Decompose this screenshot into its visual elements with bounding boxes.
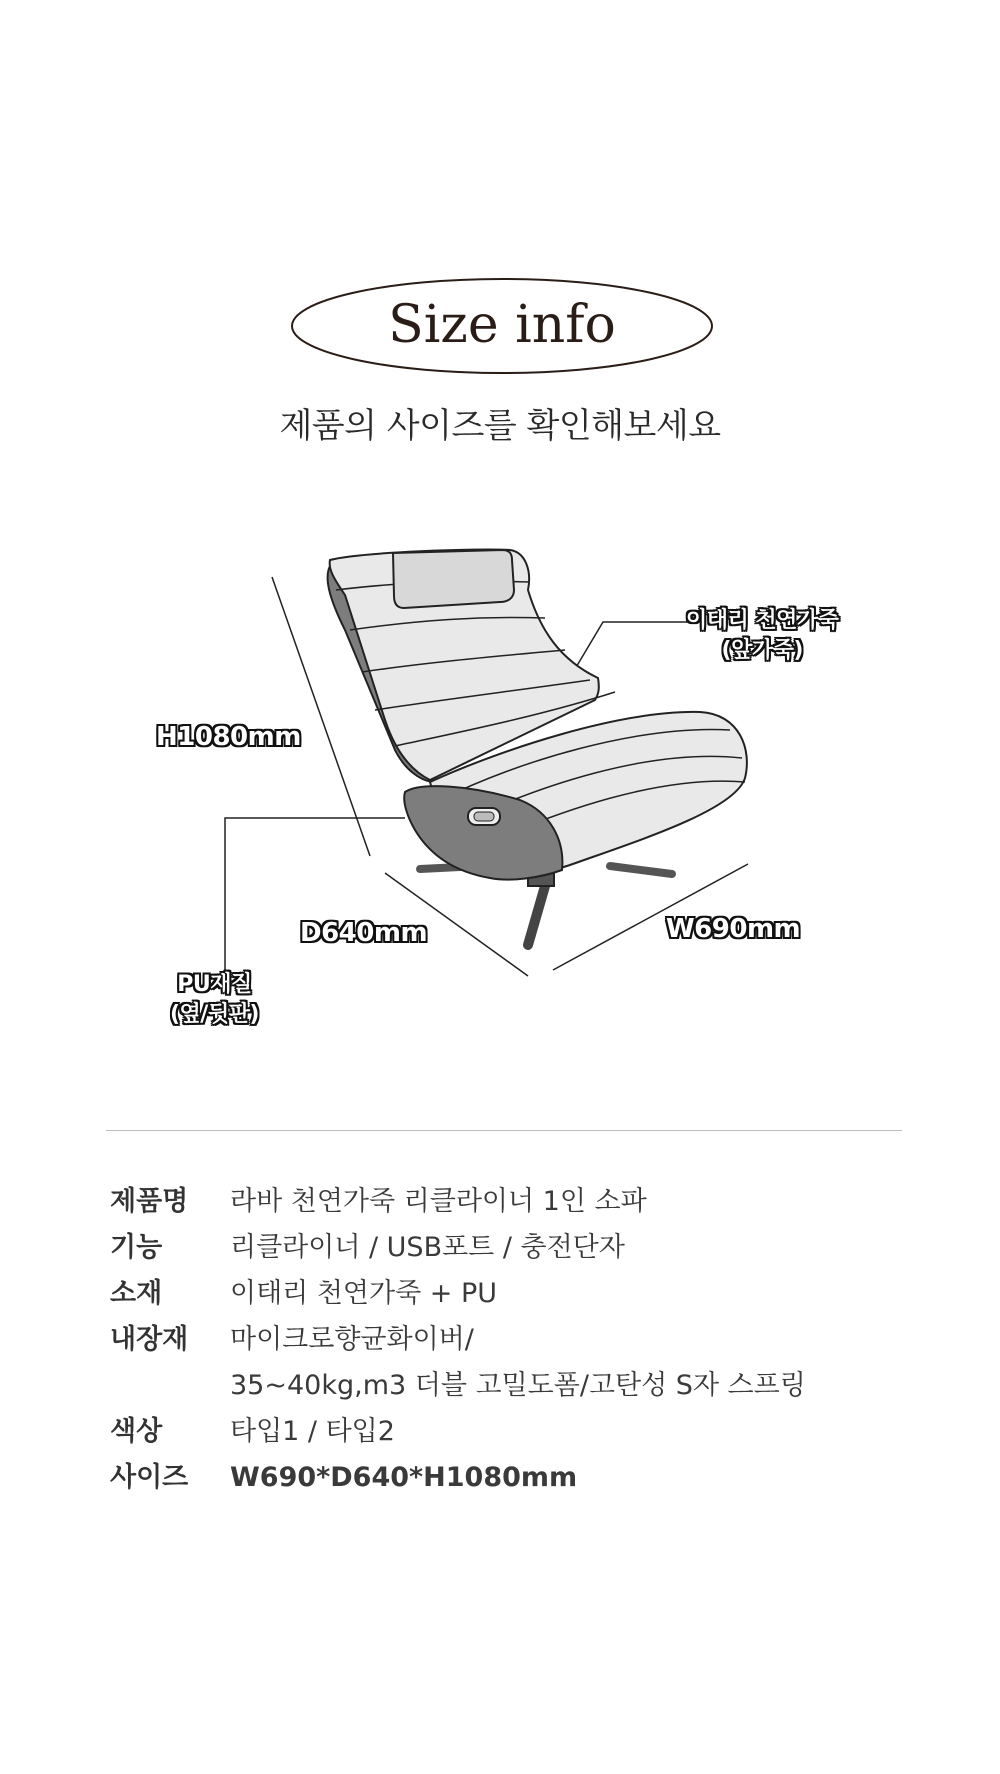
spec-value (230, 1324, 806, 1402)
front-material-line1: 이태리 천연가죽 (686, 608, 839, 633)
headrest-pillow (393, 550, 514, 608)
recline-button-icon (468, 808, 500, 825)
side-material-line1: PU재질 (177, 972, 252, 997)
spec-value: 이태리 천연가죽 + PU (230, 1278, 497, 1309)
height-label: H1080mm (156, 722, 301, 752)
spec-value: 리클라이너 / USB포트 / 충전단자 (230, 1232, 625, 1263)
spec-row-filling (110, 1324, 910, 1402)
spec-key: 내장재 (110, 1324, 189, 1355)
spec-row-function (110, 1232, 910, 1264)
spec-value: 타입1 / 타입2 (230, 1416, 395, 1447)
width-label: W690mm (666, 914, 801, 944)
spec-row-color (110, 1416, 910, 1448)
spec-value: W690*D640*H1080mm (230, 1462, 578, 1493)
spec-key: 소재 (110, 1278, 163, 1309)
spec-key: 제품명 (110, 1186, 189, 1217)
side-material-line2: (옆/뒷판) (170, 1002, 259, 1027)
recliner-diagram (0, 520, 1000, 1040)
spec-value: 라바 천연가죽 리클라이너 1인 소파 (230, 1186, 647, 1217)
spec-row-material (110, 1278, 910, 1310)
pu-leader-line (225, 818, 405, 986)
spec-row-size (110, 1462, 910, 1494)
depth-label: D640mm (300, 918, 428, 948)
spec-value-line1: 마이크로향균화이버/ (230, 1324, 474, 1355)
page-subtitle: 제품의 사이즈를 확인해보세요 (279, 406, 721, 446)
spec-table (110, 1186, 910, 1508)
spec-row-product-name (110, 1186, 910, 1218)
front-material-label (686, 606, 838, 666)
side-material-label (170, 970, 259, 1030)
page-title: Size info (388, 295, 616, 355)
leather-leader-line (575, 622, 688, 669)
spec-key: 기능 (110, 1232, 163, 1263)
spec-key: 사이즈 (110, 1462, 189, 1493)
spec-value-line2: 35~40kg,m3 더블 고밀도폼/고탄성 S자 스프링 (230, 1370, 806, 1401)
spec-key: 색상 (110, 1416, 163, 1447)
section-divider (106, 1130, 902, 1131)
front-material-line2: (앞가죽) (721, 638, 803, 663)
